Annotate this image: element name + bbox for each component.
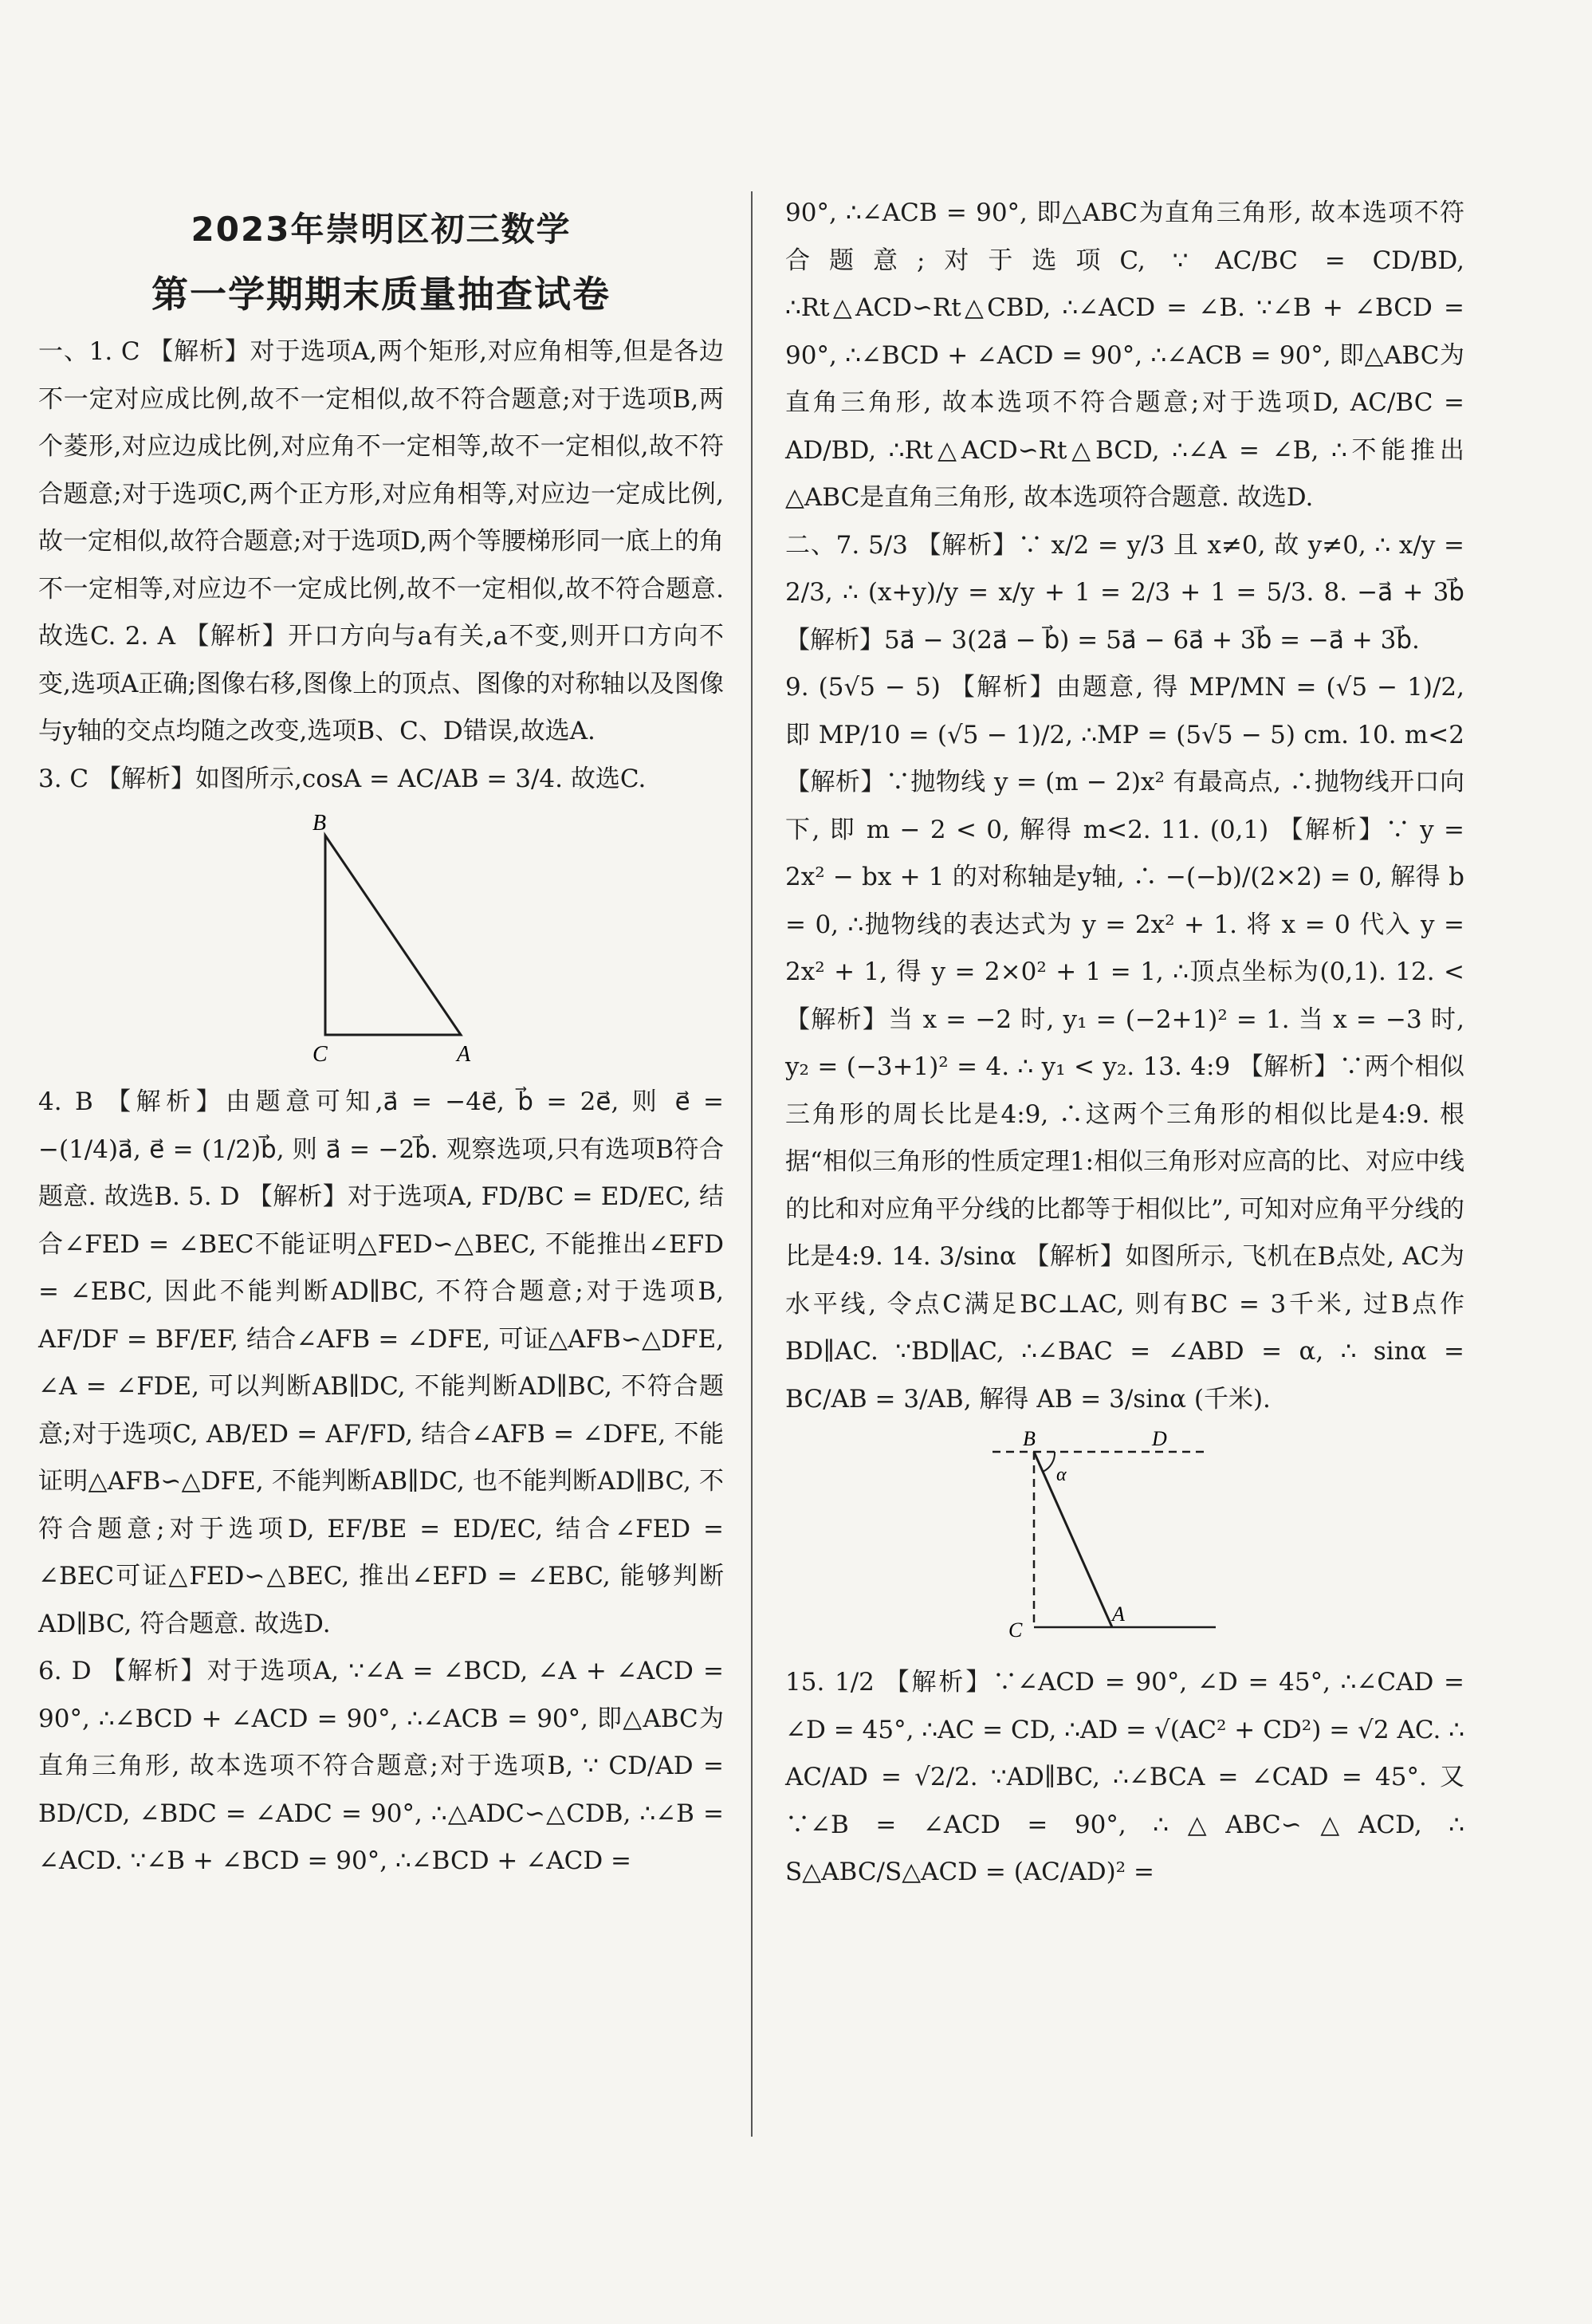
answer-q9-q14: 9. (5√5 − 5) 【解析】由题意, 得 MP/MN = (√5 − 1)/2, 即 MP/10 = (√5 − 1)/2, ∴MP = (5√5 − 5) cm. 10. m<2 【解析】∵抛物线 y = (m − 2)x² 有最高点, ∴抛物线开口向下, 即 m − 2 < 0, 解得 m<2. 11. (0,1) 【解析】∵ y = 2x² − bx + 1 的对称轴是y轴, ∴ −(−b)/(2×2) = 0, 解得 b = 0, ∴抛物线的表达式为 y = 2x² + 1. 将 x = 0 代入 y = 2x² + 1, 得 y = 2×0² + 1 = 1, ∴顶点坐标为(0,1). 12. < 【解析】当 x = −2 时, y₁ = (−2+1)² = 1. 当 x = −3 时, y₂ = (−3+1)² = 4. ∴ y₁ < y₂. 13. 4:9 【解析】∵两个相似三角形的周长比是4:9, ∴这两个三角形的相似比是4:9. 根据“相似三角形的性质定理1:相似三角形对应高的比、对应中线的比和对应角平分线的比都等于相似比”, 可知对应角平分线的比是4:9. 14. 3/sinα 【解析】如图所示, 飞机在B点处, AC为水平线, 令点C满足BC⊥AC, 则有BC = 3千米, 过B点作BD∥AC. ∵BD∥AC, ∴∠BAC = ∠ABD = α, ∴ sinα = BC/AB = 3/AB, 解得 AB = 3/sinα (千米). <box>785 673 1465 1414</box>
label-a: A <box>1112 1602 1125 1626</box>
answer-q1-q2: 一、1. C 【解析】对于选项A,两个矩形,对应角相等,但是各边不一定对应成比例,故不一定相似,故不符合题意;对于选项B,两个菱形,对应边成比例,对应角不一定相等,故不一定相似,故不符合题意;对于选项C,两个正方形,对应角相等,对应边一定成比例,故一定相似,故符合题意;对于选项D,两个等腰梯形同一底上的角不一定相等,对应边不一定成比例,故不一定相似,故不符合题意. 故选C. 2. A 【解析】开口方向与a有关,a不变,则开口方向不变,选项A正确;图像右移,图像上的顶点、图像的对称轴以及图像与y轴的交点均随之改变,选项B、C、D错误,故选A. <box>38 337 724 745</box>
label-b: B <box>313 811 327 836</box>
triangle-abc <box>325 836 461 1035</box>
label-d: D <box>1152 1428 1167 1450</box>
label-c: C <box>1008 1618 1023 1642</box>
line-ba <box>1034 1452 1112 1627</box>
answer-q4-q5: 4. B 【解析】由题意可知,a⃗ = −4e⃗, b⃗ = 2e⃗, 则 e⃗ = −(1/4)a⃗, e⃗ = (1/2)b⃗, 则 a⃗ = −2b⃗. 观察选项,只有选项B符合题意. 故选B. 5. D 【解析】对于选项A, FD/BC = ED/EC, 结合∠FED = ∠BEC不能证明△FED∽△BEC, 不能推出∠EFD = ∠EBC, 因此不能判断AD∥BC, 不符合题意;对于选项B, AF/DF = BF/EF, 结合∠AFB = ∠DFE, 可证△AFB∽△DFE, ∠A = ∠FDE, 可以判断AB∥DC, 不能判断AD∥BC, 不符合题意;对于选项C, AB/ED = AF/FD, 结合∠AFB = ∠DFE, 不能证明△AFB∽△DFE, 不能判断AB∥DC, 也不能判断AD∥BC, 不符合题意;对于选项D, EF/BE = ED/EC, 结合∠FED = ∠BEC可证△FED∽△BEC, 推出∠EFD = ∠EBC, 能够判断AD∥BC, 符合题意. 故选D. <box>38 1087 724 1638</box>
answer-q6-start: 6. D 【解析】对于选项A, ∵∠A = ∠BCD, ∠A + ∠ACD = 90°, ∴∠BCD + ∠ACD = 90°, ∴∠ACB = 90°, 即△ABC为直角三角形, 故本选项不符合题意;对于选项B, ∵ CD/AD = BD/CD, ∠BDC = ∠ADC = 90°, ∴△ADC∽△CDB, ∴∠B = ∠ACD. ∵∠B + ∠BCD = 90°, ∴∠BCD + ∠ACD = <box>38 1657 724 1875</box>
answer-q6-end: 90°, ∴∠ACB = 90°, 即△ABC为直角三角形, 故本选项不符合题意;对于选项C, ∵ AC/BC = CD/BD, ∴Rt△ACD∽Rt△CBD, ∴∠ACD = ∠B. ∵∠B + ∠BCD = 90°, ∴∠BCD + ∠ACD = 90°, ∴∠ACB = 90°, 即△ABC为直角三角形, 故本选项不符合题意;对于选项D, AC/BC = AD/BD, ∴Rt△ACD∽Rt△BCD, ∴∠A = ∠B, ∴不能推出△ABC是直角三角形, 故本选项符合题意. 故选D. <box>785 199 1464 512</box>
column-divider <box>751 191 753 2137</box>
right-column <box>785 190 1464 1897</box>
figure-airplane-angle <box>985 1428 1224 1651</box>
left-column <box>38 183 724 1886</box>
answer-q7-q8: 二、7. 5/3 【解析】∵ x/2 = y/3 且 x≠0, 故 y≠0, ∴ x/y = 2/3, ∴ (x+y)/y = x/y + 1 = 2/3 + 1 = 5/3. 8. −a⃗ + 3b⃗ 【解析】5a⃗ − 3(2a⃗ − b⃗) = 5a⃗ − 6a⃗ + 3b⃗ = −a⃗ + 3b⃗. <box>785 530 1464 655</box>
label-alpha: α <box>1056 1465 1067 1485</box>
answer-q15: 15. 1/2 【解析】∵∠ACD = 90°, ∠D = 45°, ∴∠CAD = ∠D = 45°, ∴AC = CD, ∴AD = √(AC² + CD²) = √2 AC. ∴ AC/AD = √2/2. ∵AD∥BC, ∴∠BCA = ∠CAD = 45°. 又∵∠B = ∠ACD = 90°, ∴△ABC∽△ACD, ∴ S△ABC/S△ACD = (AC/AD)² = <box>785 1668 1464 1886</box>
figure-right-triangle-abc <box>277 808 485 1071</box>
label-a: A <box>457 1042 471 1067</box>
label-c: C <box>313 1042 328 1067</box>
label-b: B <box>1023 1428 1036 1450</box>
angle-alpha-arc <box>1043 1452 1055 1472</box>
answer-q3: 3. C 【解析】如图所示,cosA = AC/AB = 3/4. 故选C. <box>38 764 647 793</box>
title-line-2: 第一学期期末质量抽查试卷 <box>151 273 611 316</box>
title-line-1: 2023年崇明区初三数学 <box>191 210 572 249</box>
